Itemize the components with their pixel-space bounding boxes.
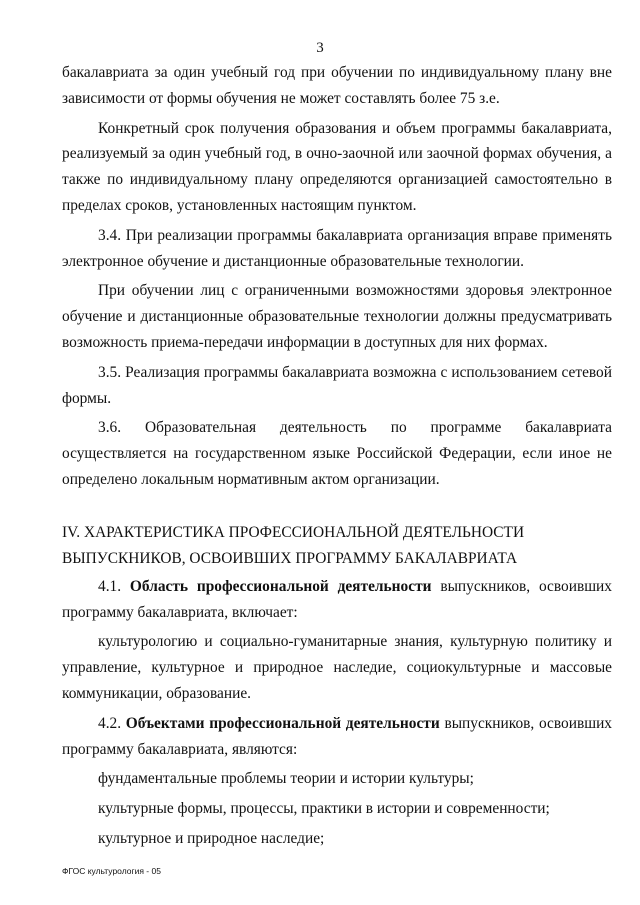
item-4-1-text: выпускников, освоивших программу бакалавриата, включает:: [62, 577, 612, 621]
page-number: 3: [316, 40, 324, 56]
paragraph-term-details: Конкретный срок получения образования и объем программы бакалавриата, реализуемый за один учебный год, в очно-заочной или заочной формах обучения, а также по индивидуальному плану определяются организацией самостоятельно в пределах сроков, установленных настоящим пунктом.: [62, 119, 612, 214]
item-4-2-text: выпускников, освоивших программу бакалавриата, являются:: [62, 714, 612, 758]
section-heading-line-2: ВЫПУСКНИКОВ, ОСВОИВШИХ ПРОГРАММУ БАКАЛАВРИАТА: [62, 549, 518, 567]
item-4-2-number: 4.2.: [98, 714, 122, 732]
footer-label: ФГОС культурология - 05: [62, 866, 161, 876]
section-heading: [62, 520, 612, 572]
paragraph-3-4: 3.4. При реализации программы бакалавриата организация вправе применять электронное обучение и дистанционные образовательные технологии.: [62, 226, 612, 270]
list-item: культурные формы, процессы, практики в истории и современности;: [98, 800, 550, 818]
paragraph-culture-areas: культурологию и социально-гуманитарные знания, культурную политику и управление, культурное и природное наследие, социокультурные и массовые коммуникации, образование.: [62, 633, 612, 702]
paragraph-3-5: 3.5. Реализация программы бакалавриата возможна с использованием сетевой формы.: [62, 363, 612, 407]
item-4-1-term: Область профессиональной деятельности: [129, 577, 432, 595]
document-body: [62, 60, 612, 852]
paragraph-continuation: бакалавриата за один учебный год при обучении по индивидуальному плану вне зависимости от формы обучения не может составлять более 75 з.е.: [62, 64, 612, 107]
paragraph-disabilities: При обучении лиц с ограниченными возможностями здоровья электронное обучение и дистанционные образовательные технологии должны предусматривать возможность приема-передачи информации в доступных для них формах.: [62, 282, 612, 351]
item-4-1-number: 4.1.: [98, 577, 122, 595]
paragraph-3-6: 3.6. Образовательная деятельность по программе бакалавриата осуществляется на государственном языке Российской Федерации, если иное не определено локальным нормативным актом организации.: [62, 419, 612, 488]
section-heading-line-1: IV. ХАРАКТЕРИСТИКА ПРОФЕССИОНАЛЬНОЙ ДЕЯТЕЛЬНОСТИ: [62, 523, 525, 541]
paragraph-4-1: [62, 574, 612, 626]
list-item: фундаментальные проблемы теории и истории культуры;: [98, 770, 474, 788]
list-item: культурное и природное наследие;: [98, 829, 325, 847]
paragraph-4-2: [62, 711, 612, 763]
item-4-2-term: Объектами профессиональной деятельности: [125, 714, 440, 732]
